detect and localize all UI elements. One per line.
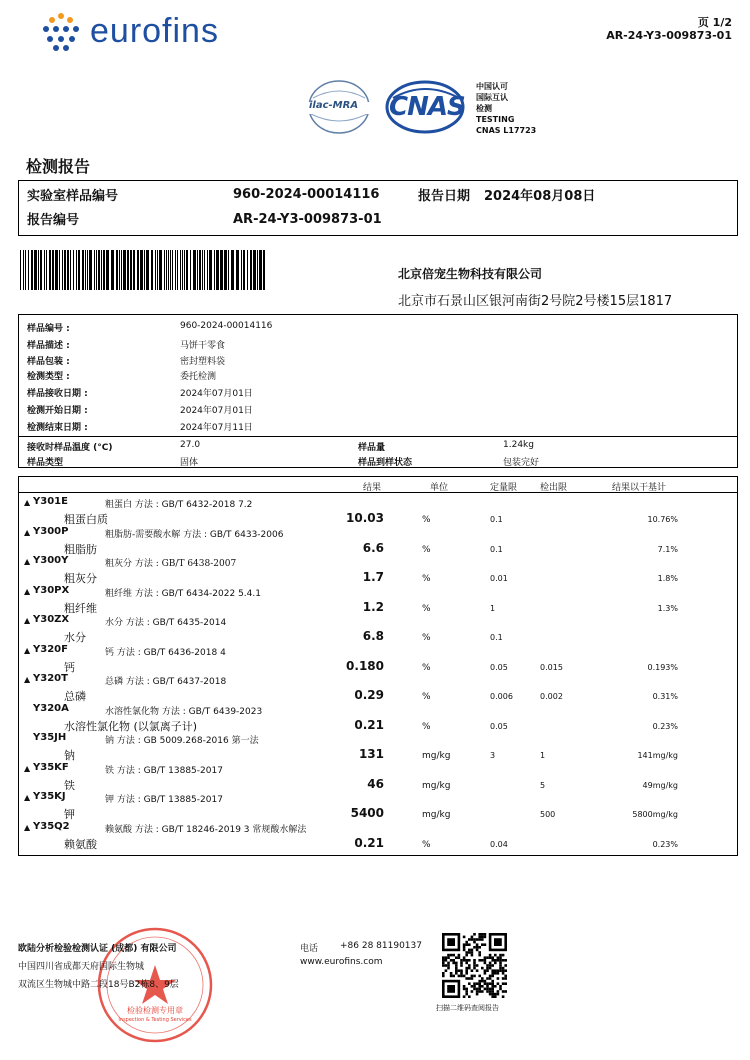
row-dry: 141mg/kg: [637, 751, 678, 760]
client-name: 北京倍宠生物科技有限公司: [398, 267, 543, 281]
sample-info-label: 检测开始日期 :: [27, 406, 88, 416]
accreditation-line: 中国认可: [476, 82, 508, 91]
row-loq: 0.1: [490, 545, 503, 554]
report-no-label: 报告编号: [27, 213, 80, 228]
row-analyte: 粗脂肪: [64, 543, 97, 556]
row-result: 46: [367, 777, 384, 791]
row-mark: ▲: [24, 528, 31, 537]
row-lod: 0.002: [540, 692, 563, 701]
row-code: Y35KF: [33, 762, 69, 773]
col-header-lod: 检出限: [540, 483, 568, 493]
stamp-sub: Inspection & Testing Services: [118, 1017, 192, 1023]
cnas-text: CNAS: [389, 92, 465, 122]
col-header-dry: 结果以干基计: [612, 483, 667, 493]
row-analyte: 粗蛋白质: [64, 513, 108, 526]
ilac-text: ilac-MRA: [309, 100, 359, 111]
sample-info-value: 委托检测: [180, 372, 217, 382]
sample-info-label: 样品编号 :: [27, 324, 70, 334]
receipt-temp-label: 接收时样品温度 (°C): [27, 443, 113, 453]
row-mark: ▲: [24, 587, 31, 596]
sample-info-value: 2024年07月01日: [180, 389, 253, 399]
row-method: 钠 方法 : GB 5009.268-2016 第一法: [105, 736, 259, 746]
row-loq: 0.01: [490, 574, 508, 583]
sample-info-value: 马饼干零食: [180, 341, 226, 351]
row-result: 6.8: [362, 629, 384, 643]
row-result: 131: [358, 747, 384, 761]
row-method: 铁 方法 : GB/T 13885-2017: [105, 766, 223, 776]
row-dry: 0.31%: [652, 692, 678, 701]
row-result: 5400: [350, 806, 384, 820]
row-analyte: 赖氨酸: [64, 838, 97, 851]
report-date-value: 2024年08月08日: [484, 189, 596, 204]
receipt-qty-label: 样品量: [358, 443, 386, 453]
row-method: 钾 方法 : GB/T 13885-2017: [105, 795, 223, 805]
client-address: 北京市石景山区银河南街2号院2号楼15层1817: [398, 294, 673, 309]
row-code: Y35Q2: [33, 821, 70, 832]
receipt-status-label: 样品到样状态: [358, 458, 413, 468]
qr-code[interactable]: [436, 933, 512, 999]
row-result: 6.6: [362, 541, 384, 555]
row-lod: 5: [540, 781, 546, 790]
cnas-logo: [383, 78, 468, 136]
lab-sample-value: 960-2024-00014116: [233, 187, 380, 202]
row-loq: 0.1: [490, 515, 503, 524]
row-method: 水溶性氯化物 方法 : GB/T 6439-2023: [105, 707, 263, 717]
row-code: Y30ZX: [33, 614, 70, 625]
row-loq: 0.04: [490, 840, 508, 849]
row-loq: 1: [490, 604, 496, 613]
receipt-qty-value: 1.24kg: [503, 440, 534, 450]
footer-website[interactable]: www.eurofins.com: [300, 957, 383, 967]
row-lod: 500: [540, 810, 556, 819]
row-analyte: 总磷: [64, 690, 86, 703]
sample-info-label: 检测结束日期 :: [27, 423, 88, 433]
row-unit: %: [422, 515, 431, 525]
row-code: Y320A: [33, 703, 69, 714]
row-analyte: 钙: [64, 661, 75, 674]
row-result: 10.03: [346, 511, 384, 525]
sample-info-value: 密封塑料袋: [180, 357, 226, 367]
report-ref: AR-24-Y3-009873-01: [606, 29, 732, 42]
row-lod: 0.015: [540, 663, 563, 672]
row-dry: 0.193%: [647, 663, 678, 672]
row-unit: %: [422, 663, 431, 673]
row-method: 粗纤维 方法 : GB/T 6434-2022 5.4.1: [105, 589, 261, 599]
row-loq: 0.1: [490, 633, 503, 642]
col-header-loq: 定量限: [490, 483, 518, 493]
row-analyte: 粗纤维: [64, 602, 97, 615]
stamp-text: 检验检测专用章: [127, 1006, 183, 1015]
row-method: 赖氨酸 方法 : GB/T 18246-2019 3 常规酸水解法: [105, 825, 307, 835]
accreditation-line: CNAS L17723: [476, 126, 537, 135]
receipt-status-value: 包装完好: [503, 458, 540, 468]
row-loq: 0.006: [490, 692, 513, 701]
barcode: [20, 250, 266, 290]
page-title: 检测报告: [26, 157, 91, 176]
row-loq: 3: [490, 751, 496, 760]
receipt-type-label: 样品类型: [27, 458, 64, 468]
row-code: Y301E: [33, 496, 68, 507]
ilac-mra-logo: [305, 78, 373, 136]
row-unit: %: [422, 840, 431, 850]
footer-phone-label: 电话: [300, 944, 319, 954]
row-unit: %: [422, 574, 431, 584]
row-mark: ▲: [24, 823, 31, 832]
qr-caption: 扫描二维码查阅报告: [436, 1004, 499, 1012]
row-unit: %: [422, 633, 431, 643]
row-result: 0.21: [354, 718, 384, 732]
row-code: Y35KJ: [33, 791, 66, 802]
row-mark: ▲: [24, 557, 31, 566]
accreditation-line: 国际互认: [476, 93, 508, 102]
accreditation-line: 检测: [476, 104, 492, 113]
row-mark: ▲: [24, 764, 31, 773]
row-result: 0.180: [346, 659, 384, 673]
row-unit: %: [422, 545, 431, 555]
footer-address-2: 双流区生物城中路二段18号B2栋8、9层: [18, 980, 179, 990]
sample-info-label: 样品描述 :: [27, 341, 70, 351]
row-analyte: 铁: [64, 779, 75, 792]
row-code: Y300P: [33, 526, 69, 537]
sample-info-label: 样品接收日期 :: [27, 389, 88, 399]
row-dry: 0.23%: [652, 722, 678, 731]
row-analyte: 钾: [64, 808, 75, 821]
row-unit: %: [422, 604, 431, 614]
sample-info-label: 样品包装 :: [27, 357, 70, 367]
row-mark: ▲: [24, 793, 31, 802]
row-result: 1.7: [362, 570, 384, 584]
accreditation-line: TESTING: [476, 115, 515, 124]
row-analyte: 粗灰分: [64, 572, 97, 585]
row-mark: ▲: [24, 616, 31, 625]
row-mark: ▲: [24, 498, 31, 507]
row-dry: 0.23%: [652, 840, 678, 849]
footer-phone: +86 28 81190137: [340, 941, 422, 951]
row-result: 0.29: [354, 688, 384, 702]
sample-info-value: 960-2024-00014116: [180, 321, 273, 331]
row-analyte: 水分: [64, 631, 86, 644]
divider: [18, 436, 738, 437]
row-method: 粗蛋白 方法 : GB/T 6432-2018 7.2: [105, 500, 253, 510]
row-mark: ▲: [24, 646, 31, 655]
sample-info-value: 2024年07月01日: [180, 406, 253, 416]
report-no-value: AR-24-Y3-009873-01: [233, 212, 382, 227]
row-method: 钙 方法 : GB/T 6436-2018 4: [105, 648, 226, 658]
row-dry: 5800mg/kg: [632, 810, 678, 819]
row-result: 0.21: [354, 836, 384, 850]
accreditation-block: [476, 81, 536, 136]
row-code: Y320T: [33, 673, 68, 684]
eurofins-logo: [40, 12, 250, 52]
row-code: Y35JH: [33, 732, 67, 743]
row-analyte: 钠: [64, 749, 75, 762]
row-dry: 1.8%: [657, 574, 678, 583]
brand-name: eurofins: [90, 12, 219, 50]
row-unit: %: [422, 692, 431, 702]
row-unit: mg/kg: [422, 751, 451, 761]
receipt-type-value: 固体: [180, 458, 199, 468]
row-method: 总磷 方法 : GB/T 6437-2018: [105, 677, 227, 687]
row-code: Y300Y: [33, 555, 69, 566]
row-dry: 49mg/kg: [642, 781, 678, 790]
sample-info-value: 2024年07月11日: [180, 423, 253, 433]
row-unit: mg/kg: [422, 810, 451, 820]
col-header-result: 结果: [363, 483, 382, 493]
row-unit: mg/kg: [422, 781, 451, 791]
row-dry: 7.1%: [657, 545, 678, 554]
row-mark: ▲: [24, 675, 31, 684]
row-method: 粗灰分 方法 : GB/T 6438-2007: [105, 559, 237, 569]
row-method: 水分 方法 : GB/T 6435-2014: [105, 618, 227, 628]
receipt-temp-value: 27.0: [180, 440, 201, 450]
row-unit: %: [422, 722, 431, 732]
row-method: 粗脂肪-需要酸水解 方法 : GB/T 6433-2006: [105, 530, 284, 540]
report-date-label: 报告日期: [418, 189, 471, 204]
footer-address-1: 中国四川省成都天府国际生物城: [18, 962, 145, 972]
row-loq: 0.05: [490, 663, 508, 672]
sample-info-label: 检测类型 :: [27, 372, 70, 382]
page-number: 页 1/2: [697, 16, 732, 29]
lab-sample-label: 实验室样品编号: [27, 189, 119, 204]
row-code: Y30PX: [33, 585, 70, 596]
row-dry: 1.3%: [657, 604, 678, 613]
col-header-unit: 单位: [430, 483, 449, 493]
row-lod: 1: [540, 751, 546, 760]
footer-company: 欧陆分析检验检测认证 (成都) 有限公司: [18, 944, 177, 954]
row-dry: 10.76%: [647, 515, 678, 524]
row-loq: 0.05: [490, 722, 508, 731]
row-analyte: 水溶性氯化物 (以氯离子计): [64, 720, 198, 733]
row-result: 1.2: [362, 600, 384, 614]
eurofins-logo-icon: [40, 12, 82, 52]
row-code: Y320F: [33, 644, 68, 655]
